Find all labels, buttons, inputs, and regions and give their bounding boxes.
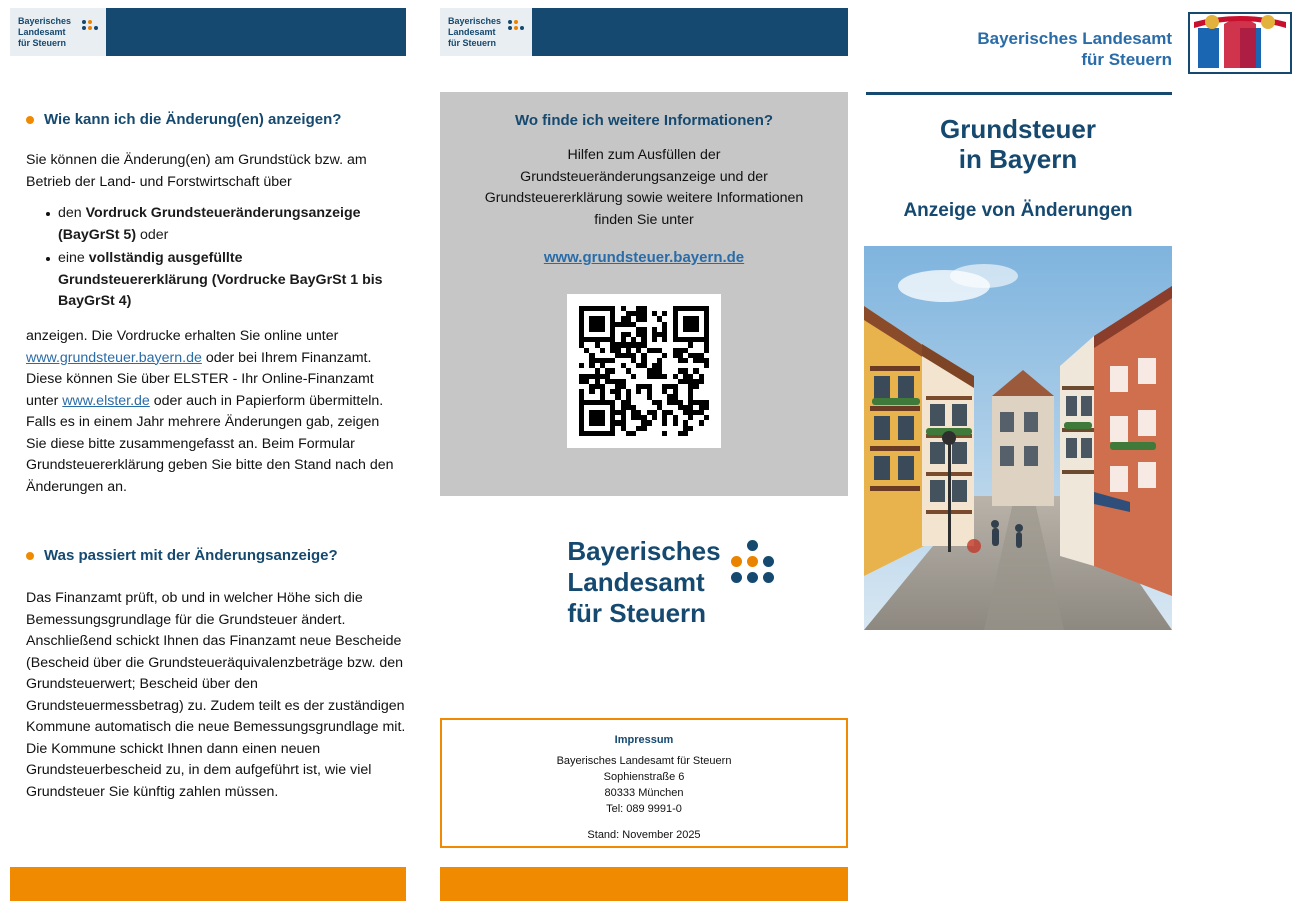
- info-panel-text: Hilfen zum Ausfüllen der Grundsteueränderungsanzeige und der Grundsteuererklärung sowie weitere Informationen finden Sie unter: [484, 147, 804, 228]
- link-elster[interactable]: www.elster.de: [62, 392, 150, 409]
- list-item: [48, 203, 394, 246]
- impressum-line: Bayerisches Landesamt für Steuern: [556, 755, 732, 767]
- page-subtitle: Anzeige von Änderungen: [903, 200, 1133, 221]
- cover-brand-line-2: für Steuern: [1081, 50, 1172, 69]
- impressum-title: Impressum: [614, 734, 674, 746]
- lfst-logo-large: [440, 536, 848, 629]
- logo-dots-large-icon: [731, 540, 779, 586]
- left-bullet-list: [26, 203, 394, 313]
- left-para-2-c: oder auch in Papierform übermitteln. Falls es in einem Jahr mehrere Änderungen gab, zeigen Sie diese bitte zusammengefasst an. Beim Formular Grundsteuererklärung geben Sie bitte den Stand nach den Änderungen an.: [26, 392, 394, 495]
- info-panel-heading: Wo finde ich weitere Informationen?: [514, 112, 774, 129]
- info-panel: [440, 92, 848, 496]
- impressum-stand: Stand: November 2025: [587, 829, 701, 841]
- impressum-box: [440, 718, 848, 848]
- left-para-2: [26, 326, 394, 498]
- left-heading-1: Wie kann ich die Änderung(en) anzeigen?: [26, 110, 394, 130]
- list-item: [48, 248, 394, 313]
- left-para-3: Das Finanzamt prüft, ob und in welcher Höhe sich die Bemessungsgrundlage für die Grundsteuer ändert. Anschließend schickt Ihnen das Finanzamt neue Bescheide (Bescheid über die Grundsteueräquivalenzbeträge bzw. den Grundsteuerwert; Bescheid über den Grundsteuermessbetrag) zu. Zudem teilt es der zuständigen Kommune automatisch die neue Bemessungsgrundlage mit.: [26, 590, 406, 735]
- left-para-4: Die Kommune schickt Ihnen dann einen neuen Grundsteuerbescheid zu, in dem aufgeführt ist, wie viel Grundsteuer Sie künftig zahlen müssen.: [26, 740, 372, 800]
- logo-large-line-2: Landesamt: [567, 567, 705, 597]
- cover-divider: [866, 92, 1172, 95]
- logo-large-line-3: für Steuern: [567, 598, 707, 628]
- left-para-2-a: anzeigen. Die Vordrucke erhalten Sie online unter: [26, 328, 339, 344]
- bullet-bold: vollständig ausgefüllte Grundsteuererklärung (Vordrucke BayGrSt 1 bis BayGrSt 4): [58, 250, 383, 309]
- link-grundsteuer-bayern[interactable]: www.grundsteuer.bayern.de: [26, 349, 202, 366]
- left-para-1: Sie können die Änderung(en) am Grundstück bzw. am Betrieb der Land- und Forstwirtschaft über: [26, 152, 367, 190]
- logo-line-3: für Steuern: [448, 37, 497, 48]
- logo-line-1: Bayerisches: [18, 15, 72, 26]
- page-title-line-1: Grundsteuer: [939, 114, 1097, 144]
- info-panel-link-wrap: [440, 249, 848, 266]
- footer-bar-middle-panel: [440, 867, 848, 901]
- left-intro-block: [26, 150, 394, 315]
- bullet-prefix: den: [58, 205, 86, 221]
- footer-bar-left-panel: [10, 867, 406, 901]
- half-timbered-houses-street-photo: [864, 246, 1172, 630]
- bullet-bold: Vordruck Grundsteueränderungsanzeige (BayGrSt 5): [58, 205, 361, 243]
- impressum-line: Tel: 089 9991-0: [606, 803, 682, 815]
- cover-brand: [864, 28, 1172, 70]
- bullet-suffix: oder: [136, 226, 169, 243]
- left-para-2-b: oder bei Ihrem Finanzamt. Diese können Sie über ELSTER - Ihr Online-Finanzamt unter: [26, 349, 374, 409]
- qr-code-icon[interactable]: [567, 294, 721, 448]
- page-title-line-2: in Bayern: [958, 144, 1078, 174]
- logo-line-1: Bayerisches: [448, 15, 502, 26]
- logo-line-2: Landesamt: [18, 26, 66, 37]
- left-heading-2: Was passiert mit der Änderungsanzeige?: [26, 546, 394, 566]
- impressum-line: Sophienstraße 6: [603, 771, 685, 783]
- left-closing-block: [26, 588, 406, 803]
- logo-dots-icon: [82, 20, 98, 36]
- page-title: [864, 114, 1172, 174]
- logo-dots-icon: [508, 20, 524, 36]
- logo-large-line-1: Bayerisches: [567, 536, 721, 566]
- cover-brand-line-1: Bayerisches Landesamt: [977, 29, 1172, 48]
- logo-block-left: [10, 8, 106, 56]
- impressum-line: 80333 München: [604, 787, 684, 799]
- bavaria-coat-of-arms-icon: [1188, 12, 1292, 74]
- logo-block-middle: [440, 8, 532, 56]
- logo-line-2: Landesamt: [448, 26, 496, 37]
- link-grundsteuer-bayern-panel[interactable]: www.grundsteuer.bayern.de: [543, 249, 745, 266]
- bullet-prefix: eine: [58, 250, 89, 266]
- logo-line-3: für Steuern: [18, 37, 67, 48]
